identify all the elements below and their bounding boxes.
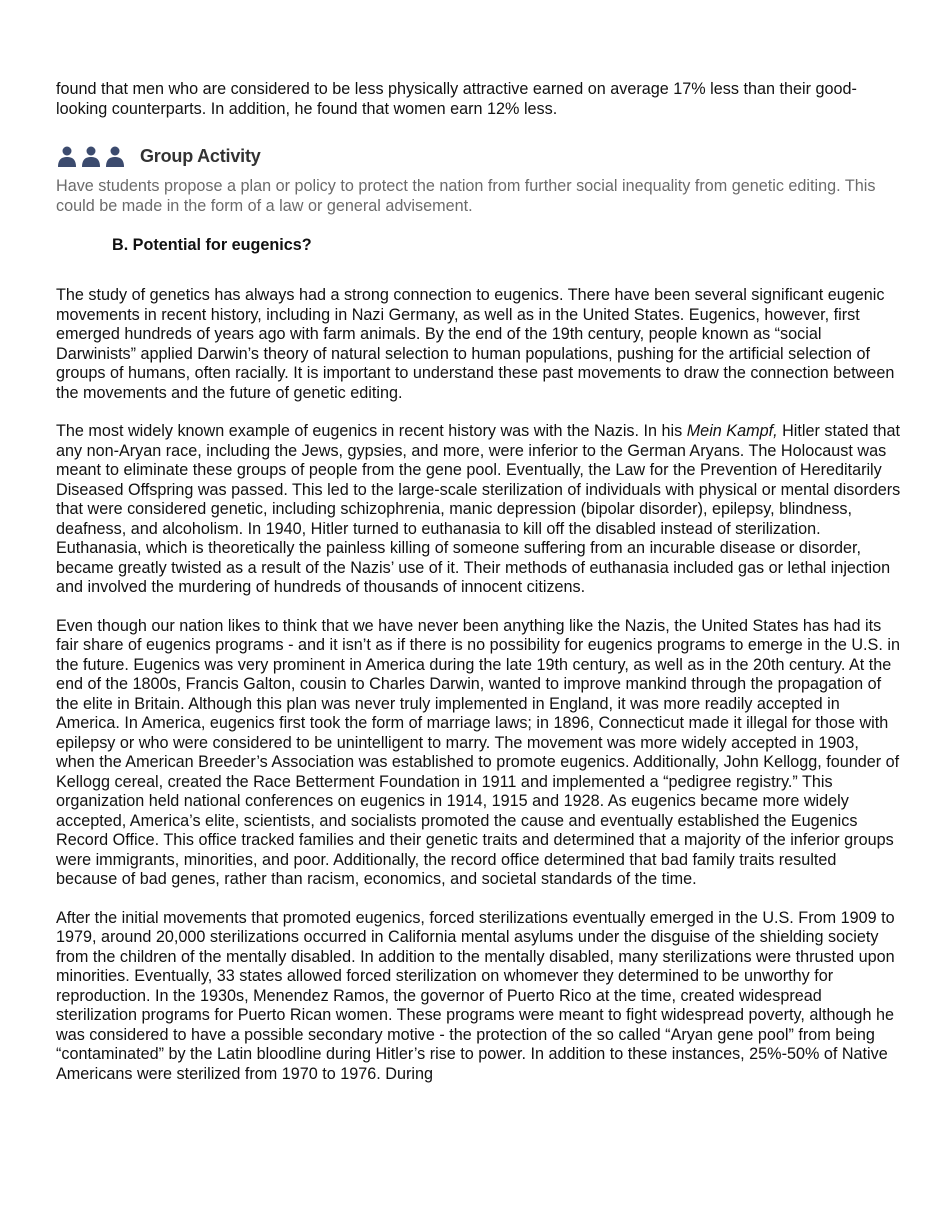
person-icon [104,145,126,167]
book-title: Mein Kampf, [686,422,778,440]
paragraph-nazi-eugenics [56,422,901,598]
paragraph-text: The most widely known example of eugenics in recent history was with the Nazis. In his [56,422,687,440]
paragraph-text: Hitler stated that any non-Aryan race, including the Jews, gypsies, and more, were inferior to the German Aryans. The Holocaust was meant to eliminate these groups of people from the gene pool. Eventually, the Law for the Prevention of Hereditarily Diseased Offspring was passed. This led to the large-scale sterilization of individuals with physical or mental disorders that were considered genetic, including schizophrenia, manic depression (bipolar disorder), epilepsy, blindness, deafness, and alcoholism. In 1940, Hitler turned to euthanasia to kill off the disabled instead of sterilization. Euthanasia, which is theoretically the painless killing of someone suffering from an incurable disease or disorder, became greatly twisted as a result of the Nazis’ use of it. Their methods of euthanasia included gas or lethal injection and involved the murdering of hundreds of thousands of innocent citizens. [56,422,901,596]
group-activity-text: Have students propose a plan or policy to protect the nation from further social inequality from genetic editing. This could be made in the form of a law or general advisement. [56,177,876,215]
section-heading: B. Potential for eugenics? [112,236,312,254]
paragraph-us-eugenics: Even though our nation likes to think that we have never been anything like the Nazis, the United States has had its fair share of eugenics programs - and it isn’t as if there is no possibility for eugenics programs to emerge in the U.S. in the future. Eugenics was very prominent in America during the late 19th century, as well as in the 20th century. At the end of the 1800s, Francis Galton, cousin to Charles Darwin, wanted to improve mankind through the propagation of the elite in Britain. Although this plan was never truly implemented in England, it was more readily accepted in America. In America, eugenics first took the form of marriage laws; in 1896, Connecticut made it illegal for those with epilepsy or who were considered to be unintelligent to marry. The movement was more widely accepted in 1903, when the American Breeder’s Association was established to promote eugenics. Additionally, John Kellogg, founder of Kellogg cereal, created the Race Betterment Foundation in 1911 and implemented a “pedigree registry.” This organization held national conferences on eugenics in 1914, 1915 and 1928. As eugenics became more widely accepted, America’s elite, scientists, and socialists promoted the cause and eventually established the Eugenics Record Office. This office tracked families and their genetic traits and determined that a majority of the inferior groups were immigrants, minorities, and poor. Additionally, the record office determined that bad family traits resulted because of bad genes, rather than racism, economics, and societal standards of the time. [56,616,900,888]
group-activity-title: Group Activity [140,145,261,166]
group-people-icon [56,145,126,167]
person-icon [56,145,78,167]
person-icon [80,145,102,167]
paragraph-genetics-eugenics: The study of genetics has always had a strong connection to eugenics. There have been several significant eugenic movements in recent history, including in Nazi Germany, as well as in the United States. Eugenics, however, first emerged hundreds of years ago with farm animals. By the end of the 19th century, people known as “social Darwinists” applied Darwin’s theory of natural selection to human populations, pushing for the artificial selection of groups of humans, often racially. It is important to understand these past movements to draw the connection between the movements and the future of genetic editing. [56,286,895,402]
group-activity-header [56,141,901,171]
intro-paragraph: found that men who are considered to be less physically attractive earned on average 17% less than their good-looking counterparts. In addition, he found that women earn 12% less. [56,80,857,118]
document-page [56,80,901,1103]
paragraph-forced-sterilization: After the initial movements that promoted eugenics, forced sterilizations eventually emerged in the U.S. From 1909 to 1979, around 20,000 sterilizations occurred in California mental asylums under the disguise of the shielding society from the children of the mentally disabled. In addition to the mentally disabled, many sterilizations were thrusted upon minorities. Eventually, 33 states allowed forced sterilization on whomever they determined to be unworthy for reproduction. In the 1930s, Menendez Ramos, the governor of Puerto Rico at the time, created widespread sterilization programs for Puerto Rican women. These programs were meant to fight widespread poverty, although he was considered to have a possible secondary motive - the protection of the so called “Aryan gene pool” from being “contaminated” by the Latin bloodline during Hitler’s rise to power. In addition to these instances, 25%-50% of Native Americans were sterilized from 1970 to 1976. During [56,908,895,1083]
